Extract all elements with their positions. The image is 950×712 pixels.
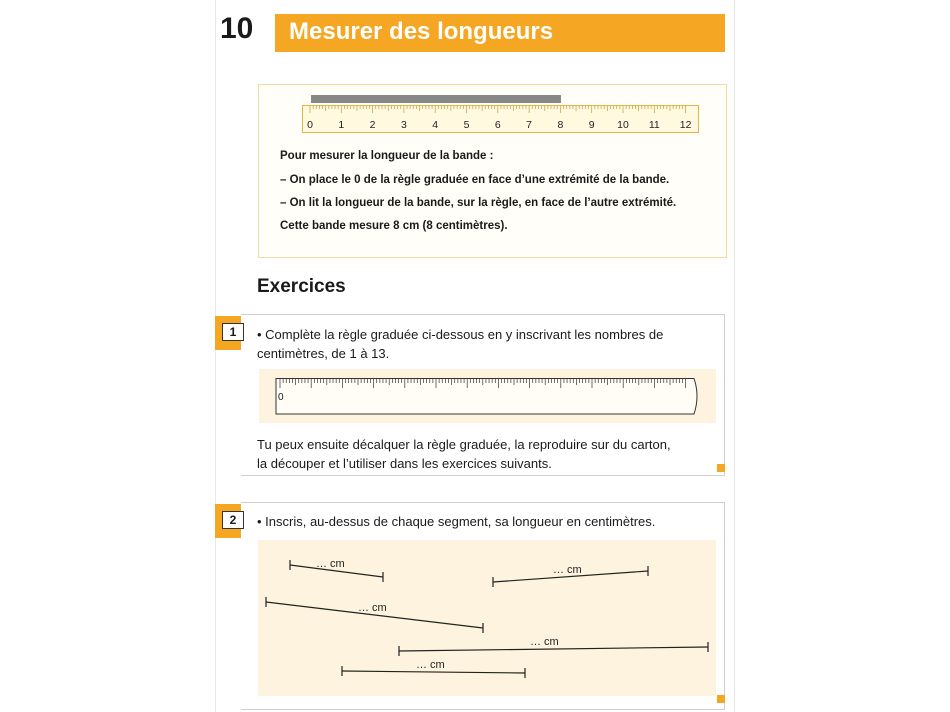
exercises-heading: Exercices bbox=[257, 276, 346, 297]
segment-2-label: … cm bbox=[553, 564, 582, 576]
lesson-number: 10 bbox=[220, 12, 254, 45]
segment-5-label: … cm bbox=[416, 659, 445, 671]
ruler-label: 8 bbox=[557, 119, 564, 131]
exercise-2-instruction: • Inscris, au-dessus de chaque segment, sa longueur en centimètres. bbox=[257, 514, 656, 529]
segment-1-label: … cm bbox=[316, 558, 345, 570]
exercise-1-number: 1 bbox=[222, 323, 244, 341]
ruler-label: 10 bbox=[617, 119, 629, 131]
ruler-label: 7 bbox=[526, 119, 533, 131]
ruler-label: 0 bbox=[307, 119, 313, 131]
exercise-1-instruction-1: • Complète la règle graduée ci-dessous en y inscrivant les nombres de bbox=[257, 327, 664, 342]
ruler-label: 4 bbox=[432, 119, 439, 131]
segment-3-label: … cm bbox=[358, 602, 387, 614]
ruler-label: 2 bbox=[369, 119, 376, 131]
lesson-ruler bbox=[302, 105, 700, 135]
exercise-1-ruler bbox=[274, 378, 702, 418]
ruler-label: 1 bbox=[338, 119, 345, 131]
exercise-1-end-marker bbox=[717, 464, 725, 472]
exercise-1-followup-2: la découper et l’utiliser dans les exercices suivants. bbox=[257, 456, 552, 471]
ruler-label: 9 bbox=[588, 119, 595, 131]
lesson-line-1: Pour mesurer la longueur de la bande : bbox=[280, 150, 494, 162]
exercise-1-followup-1: Tu peux ensuite décalquer la règle graduée, la reproduire sur du carton, bbox=[257, 437, 671, 452]
lesson-line-4: Cette bande mesure 8 cm (8 centimètres). bbox=[280, 220, 508, 232]
segment-5 bbox=[342, 671, 525, 673]
lesson-line-3: – On lit la longueur de la bande, sur la règle, en face de l’autre extrémité. bbox=[280, 197, 677, 209]
exercise-2-number: 2 bbox=[222, 511, 244, 529]
ruler-label: 6 bbox=[494, 119, 501, 131]
exercise-1-instruction-2: centimètres, de 1 à 13. bbox=[257, 346, 390, 361]
segment-4-label: … cm bbox=[530, 636, 559, 648]
lesson-line-2: – On place le 0 de la règle graduée en face d’une extrémité de la bande. bbox=[280, 174, 670, 186]
exercise-1-ruler-zero: 0 bbox=[278, 392, 284, 403]
ruler-label: 11 bbox=[648, 119, 660, 131]
page-title: Mesurer des longueurs bbox=[289, 18, 554, 45]
grey-band bbox=[311, 95, 561, 103]
ruler-label: 3 bbox=[400, 119, 407, 131]
ruler-label: 12 bbox=[679, 119, 692, 131]
segments bbox=[258, 540, 716, 696]
exercise-2-end-marker bbox=[717, 695, 725, 703]
ruler-label: 5 bbox=[463, 119, 470, 131]
